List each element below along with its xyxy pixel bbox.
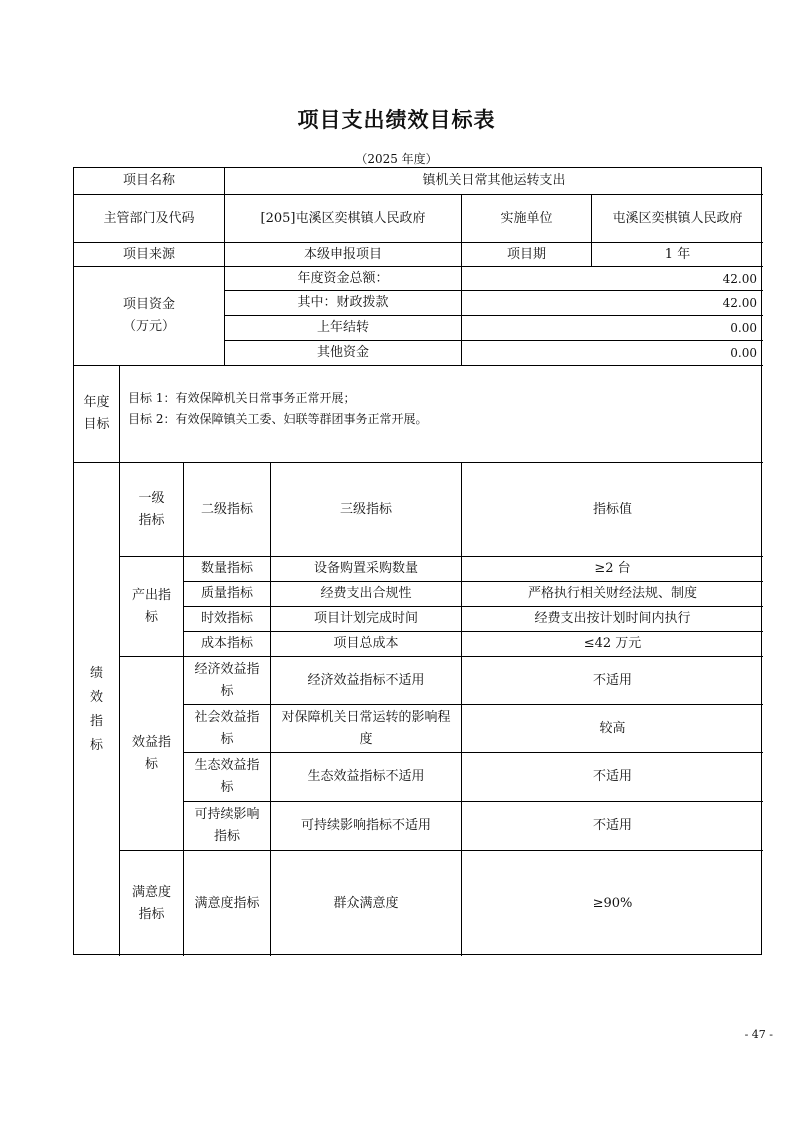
funds-other-value: 0.00 [461, 340, 763, 365]
goals-label [74, 365, 119, 462]
output-row-3-value: 经费支出按计划时间内执行 [461, 606, 763, 631]
header-value: 指标值 [461, 462, 763, 556]
benefit-row-3-l2 [183, 752, 270, 801]
benefit-row-2-l2 [183, 704, 270, 752]
goal-1: 目标 1：有效保障机关日常事务正常开展； [128, 391, 356, 405]
benefit-row-3-value: 不适用 [461, 752, 763, 801]
benefit-row-2-l3-line1: 对保障机关日常运转的影响程 [281, 709, 451, 725]
perf-label [74, 462, 119, 956]
funds-label [74, 266, 224, 365]
benefit-row-1-l2-line2: 标 [220, 683, 234, 699]
output-row-1-l3: 设备购置采购数量 [270, 556, 461, 581]
benefit-row-3-l3 [270, 752, 461, 801]
header-level2: 二级指标 [183, 462, 270, 556]
satisfaction-label-line1: 满意度 [131, 884, 171, 900]
project-name-label: 项目名称 [122, 173, 175, 188]
output-row-1-value: ≥2 台 [461, 556, 763, 581]
goals-label-line2: 目标 [83, 417, 110, 432]
benefit-row-4-value: 不适用 [461, 801, 763, 850]
perf-label-char-3: 指 [89, 713, 103, 729]
page-title: 项目支出绩效目标表 [297, 108, 496, 132]
benefit-row-2-l3 [270, 704, 461, 752]
funds-carryover-value: 0.00 [461, 315, 763, 340]
output-row-2-value: 严格执行相关财经法规、制度 [461, 581, 763, 606]
benefit-row-1-l2 [183, 656, 270, 704]
benefit-row-3-l2-line1: 生态效益指 [194, 758, 260, 773]
satisfaction-l2: 满意度指标 [183, 850, 270, 956]
fiscal-year: （2025 年度） [355, 152, 438, 166]
output-row-1-l2: 数量指标 [183, 556, 270, 581]
benefit-row-1-l3-line1: 经济效益指标不适用 [307, 672, 425, 688]
benefit-row-2-l2-line1: 社会效益指 [194, 709, 260, 725]
benefit-label-line1: 效益指 [131, 734, 171, 750]
header-level1 [119, 462, 183, 556]
period-value: 1 年 [591, 242, 763, 266]
satisfaction-label [119, 850, 183, 956]
output-row-2-l2: 质量指标 [183, 581, 270, 606]
funds-label-line1: 项目资金 [122, 297, 175, 312]
funds-fiscal-label: 其中：财政拨款 [224, 290, 461, 315]
perf-label-char-2: 效 [89, 689, 103, 705]
goals-label-line1: 年度 [83, 395, 110, 410]
dept-label: 主管部门及代码 [74, 194, 224, 242]
benefit-label-line2: 标 [144, 756, 158, 772]
impl-label: 实施单位 [461, 194, 591, 242]
funds-carryover-label: 上年结转 [224, 315, 461, 340]
funds-label-line2: （万元） [122, 319, 175, 334]
page-number: - 47 - [744, 1028, 773, 1041]
output-label-line1: 产出指 [131, 587, 171, 603]
benefit-row-4-l2-line1: 可持续影响 [194, 807, 260, 822]
output-label-line2: 标 [144, 609, 158, 625]
output-row-4-l2: 成本指标 [183, 631, 270, 656]
output-label [119, 556, 183, 656]
benefit-row-4-l2-line2: 指标 [213, 829, 240, 844]
perf-label-char-1: 绩 [89, 665, 103, 681]
benefit-row-1-l3 [270, 656, 461, 704]
satisfaction-l3: 群众满意度 [270, 850, 461, 956]
satisfaction-label-line2: 指标 [138, 906, 165, 922]
funds-total-label: 年度资金总额： [224, 266, 461, 290]
performance-table [73, 167, 762, 955]
benefit-row-3-l3-line1: 生态效益指标不适用 [307, 769, 425, 784]
satisfaction-value: ≥90% [461, 850, 763, 956]
header-level1-line2: 指标 [138, 512, 165, 528]
funds-fiscal-value: 42.00 [461, 290, 763, 315]
benefit-row-2-value: 较高 [461, 704, 763, 752]
source-value: 本级申报项目 [224, 242, 461, 266]
benefit-row-1-l2-line1: 经济效益指 [194, 661, 260, 677]
period-label: 项目期 [461, 242, 591, 266]
benefit-row-2-l3-line2: 度 [359, 731, 373, 747]
impl-value: 屯溪区奕棋镇人民政府 [591, 194, 763, 242]
output-row-3-l3: 项目计划完成时间 [270, 606, 461, 631]
output-row-4-l3: 项目总成本 [270, 631, 461, 656]
benefit-row-3-l2-line2: 标 [220, 780, 234, 795]
output-row-3-l2: 时效指标 [183, 606, 270, 631]
output-row-4-value: ≤42 万元 [461, 631, 763, 656]
benefit-row-4-l3 [270, 801, 461, 850]
perf-label-char-4: 标 [89, 737, 103, 753]
benefit-label [119, 656, 183, 850]
benefit-row-1-value: 不适用 [461, 656, 763, 704]
funds-total-value: 42.00 [461, 266, 763, 290]
funds-other-label: 其他资金 [224, 340, 461, 365]
output-row-2-l3: 经费支出合规性 [270, 581, 461, 606]
header-level3: 三级指标 [270, 462, 461, 556]
dept-value: [205]屯溪区奕棋镇人民政府 [224, 194, 461, 242]
project-name-value: 镇机关日常其他运转支出 [224, 168, 763, 194]
header-level1-line1: 一级 [138, 490, 165, 506]
source-label: 项目来源 [74, 242, 224, 266]
benefit-row-4-l3-line1: 可持续影响指标不适用 [300, 818, 431, 833]
benefit-row-4-l2 [183, 801, 270, 850]
goals-content [119, 365, 763, 462]
goal-2: 目标 2：有效保障镇关工委、妇联等群团事务正常开展。 [128, 412, 428, 426]
benefit-row-2-l2-line2: 标 [220, 731, 234, 747]
